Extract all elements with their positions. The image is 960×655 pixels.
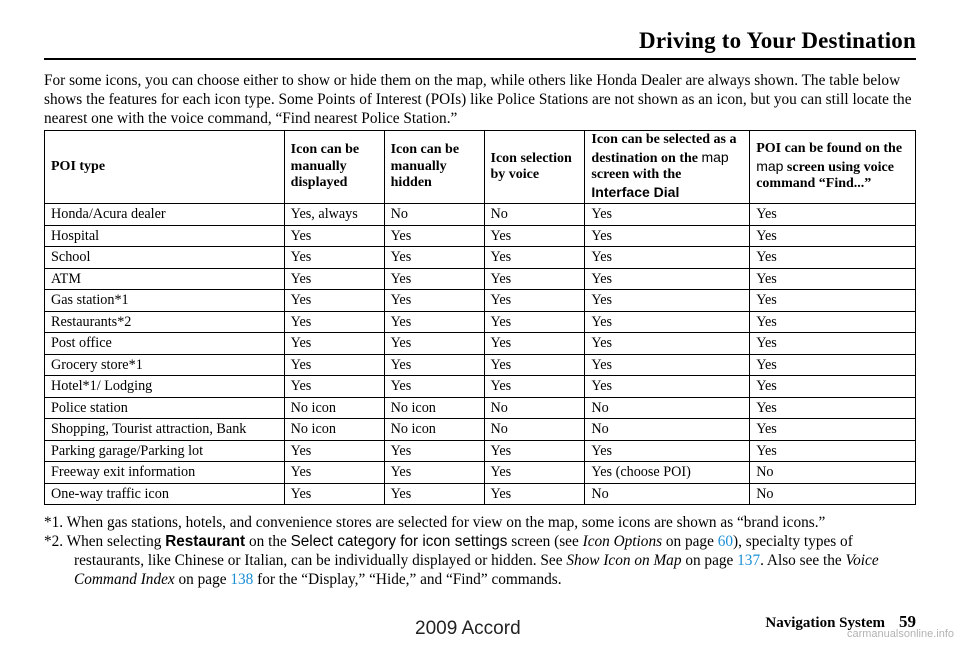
table-cell: One-way traffic icon [45,483,285,505]
table-cell: No [484,397,585,419]
table-cell: Yes [384,462,484,484]
page-number: 59 [899,612,916,631]
table-cell: Yes [585,333,750,355]
voice-command-index-ref: Voice Command Index [74,552,879,588]
table-row [45,225,916,247]
header-manual-display: Icon can be manually displayed [284,131,384,204]
table-cell: Yes [585,290,750,312]
table-cell: Yes [384,311,484,333]
table-cell: No icon [384,419,484,441]
table-cell: Yes [585,440,750,462]
table-cell: Yes [750,204,916,226]
footnote-2-text: screen (see [511,533,579,550]
table-cell: Yes [750,419,916,441]
header-find-pre: POI can be found on the [756,141,903,157]
footnote-2-text: ), specialty types of restaurants, like Chinese or Italian, can be individually displayed or hidden. See [74,533,853,569]
table-cell: No icon [384,397,484,419]
table-cell: Yes [585,268,750,290]
table-row [45,376,916,398]
table-cell: Yes [284,376,384,398]
table-cell: Yes [750,268,916,290]
table-cell: Yes [484,333,585,355]
footnote-2-text: on the [248,533,287,550]
table-cell: Yes [484,290,585,312]
table-cell: No [585,397,750,419]
table-row [45,419,916,441]
model-watermark: 2009 Accord [415,618,521,639]
table-cell: No [750,462,916,484]
header-poi-type: POI type [45,131,285,204]
table-cell: Yes [384,440,484,462]
table-cell: Yes [284,311,384,333]
page-link-60[interactable]: 60 [717,533,733,550]
footnote-2 [44,532,920,589]
table-cell: ATM [45,268,285,290]
footnote-2-text: *2. When selecting [44,533,162,550]
table-row [45,268,916,290]
show-icon-on-map-ref: Show Icon on Map [566,552,682,569]
table-row [45,440,916,462]
table-cell: Yes [384,333,484,355]
table-cell: Police station [45,397,285,419]
table-row [45,462,916,484]
table-cell: Yes [284,483,384,505]
table-cell: No icon [284,397,384,419]
table-cell: No [484,204,585,226]
table-cell: Yes [750,354,916,376]
title-rule [44,58,916,60]
table-cell: Gas station*1 [45,290,285,312]
table-cell: Yes [384,376,484,398]
table-cell: No [484,419,585,441]
table-cell: Yes [384,290,484,312]
header-find-map: map [756,157,784,174]
header-find-post: screen using voice command “Find...” [756,159,894,192]
table-cell: Yes [384,268,484,290]
table-cell: Yes [284,440,384,462]
table-cell: Yes [750,440,916,462]
table-cell: Restaurants*2 [45,311,285,333]
table-cell: Yes [284,354,384,376]
table-cell: Yes [750,397,916,419]
table-cell: Yes [384,483,484,505]
table-cell: Parking garage/Parking lot [45,440,285,462]
table-cell: Yes [484,376,585,398]
table-cell: No icon [284,419,384,441]
table-row [45,483,916,505]
footnote-2-text: for the “Display,” “Hide,” and “Find” commands. [257,571,562,588]
table-row [45,247,916,269]
header-manual-hide: Icon can be manually hidden [384,131,484,204]
table-cell: Grocery store*1 [45,354,285,376]
table-cell: No [585,419,750,441]
header-voice-select: Icon selection by voice [484,131,585,204]
table-cell: Yes [384,225,484,247]
table-row [45,333,916,355]
table-cell: School [45,247,285,269]
table-row [45,397,916,419]
header-dest-pre: Icon can be selected as a destination on the [591,132,737,166]
restaurant-term: Restaurant [165,533,246,550]
table-row [45,311,916,333]
table-cell: Yes [284,268,384,290]
table-row [45,354,916,376]
table-cell: Yes [585,376,750,398]
table-cell: Yes [484,225,585,247]
table-cell: Yes [284,333,384,355]
header-dest-dial: Interface Dial [591,183,680,200]
footnote-2-text: on page [665,533,714,550]
table-cell: Yes (choose POI) [585,462,750,484]
table-cell: Hotel*1/ Lodging [45,376,285,398]
header-dest-map: map [701,148,729,165]
footnote-2-text: on page [685,552,734,569]
table-cell: No [384,204,484,226]
table-cell: No [585,483,750,505]
table-cell: Yes [384,247,484,269]
table-cell: Yes [750,225,916,247]
page-link-138[interactable]: 138 [230,571,254,588]
table-cell: Yes [284,462,384,484]
table-cell: Yes [284,290,384,312]
table-cell: Yes [585,354,750,376]
icon-options-ref: Icon Options [582,533,663,550]
table-cell: Yes [585,204,750,226]
table-cell: Yes [284,225,384,247]
intro-paragraph: For some icons, you can choose either to show or hide them on the map, while others like Honda Dealer are always shown. The table below shows the features for each icon type. Some Points of Interest (POIs) like Police Stations are not shown as an icon, but you can still locate the nearest one with the voice command, “Find nearest Police Station.” [44,72,912,127]
table-cell: Yes [384,354,484,376]
table-cell: Yes [484,354,585,376]
header-find-by-voice [750,131,916,204]
header-dest-mid: screen with the [591,167,682,182]
table-row [45,290,916,312]
table-cell: Yes [750,311,916,333]
footnote-2-text: on page [178,571,227,588]
footnotes [44,513,920,589]
table-cell: Yes [585,225,750,247]
table-body [45,204,916,505]
table-cell: Honda/Acura dealer [45,204,285,226]
table-cell: Yes [484,440,585,462]
table-cell: Yes [484,268,585,290]
table-cell: Yes [484,311,585,333]
table-cell: Yes [750,333,916,355]
table-row [45,204,916,226]
table-cell: Shopping, Tourist attraction, Bank [45,419,285,441]
table-cell: Yes [585,247,750,269]
table-cell: Yes [750,290,916,312]
table-cell: Yes [484,483,585,505]
page-title: Driving to Your Destination [639,28,916,53]
table-cell: Post office [45,333,285,355]
footnote-2-text: . Also see the [760,552,842,569]
poi-icon-table [44,130,916,505]
table-cell: Yes [750,247,916,269]
table-cell: Yes [585,311,750,333]
select-category-screen-term: Select category for icon settings [290,533,508,550]
table-header-row [45,131,916,204]
page-link-137[interactable]: 137 [737,552,761,569]
table-cell: No [750,483,916,505]
table-cell: Yes [484,462,585,484]
table-cell: Hospital [45,225,285,247]
footnote-1: *1. When gas stations, hotels, and convenience stores are selected for view on the map, some icons are shown as “brand icons.” [44,514,826,531]
table-cell: Freeway exit information [45,462,285,484]
header-destination-select [585,131,750,204]
table-cell: Yes [750,376,916,398]
table-cell: Yes [284,247,384,269]
table-cell: Yes [484,247,585,269]
table-cell: Yes, always [284,204,384,226]
footer-section-name: Navigation System [765,615,885,631]
site-watermark: carmanualsonline.info [846,628,954,640]
